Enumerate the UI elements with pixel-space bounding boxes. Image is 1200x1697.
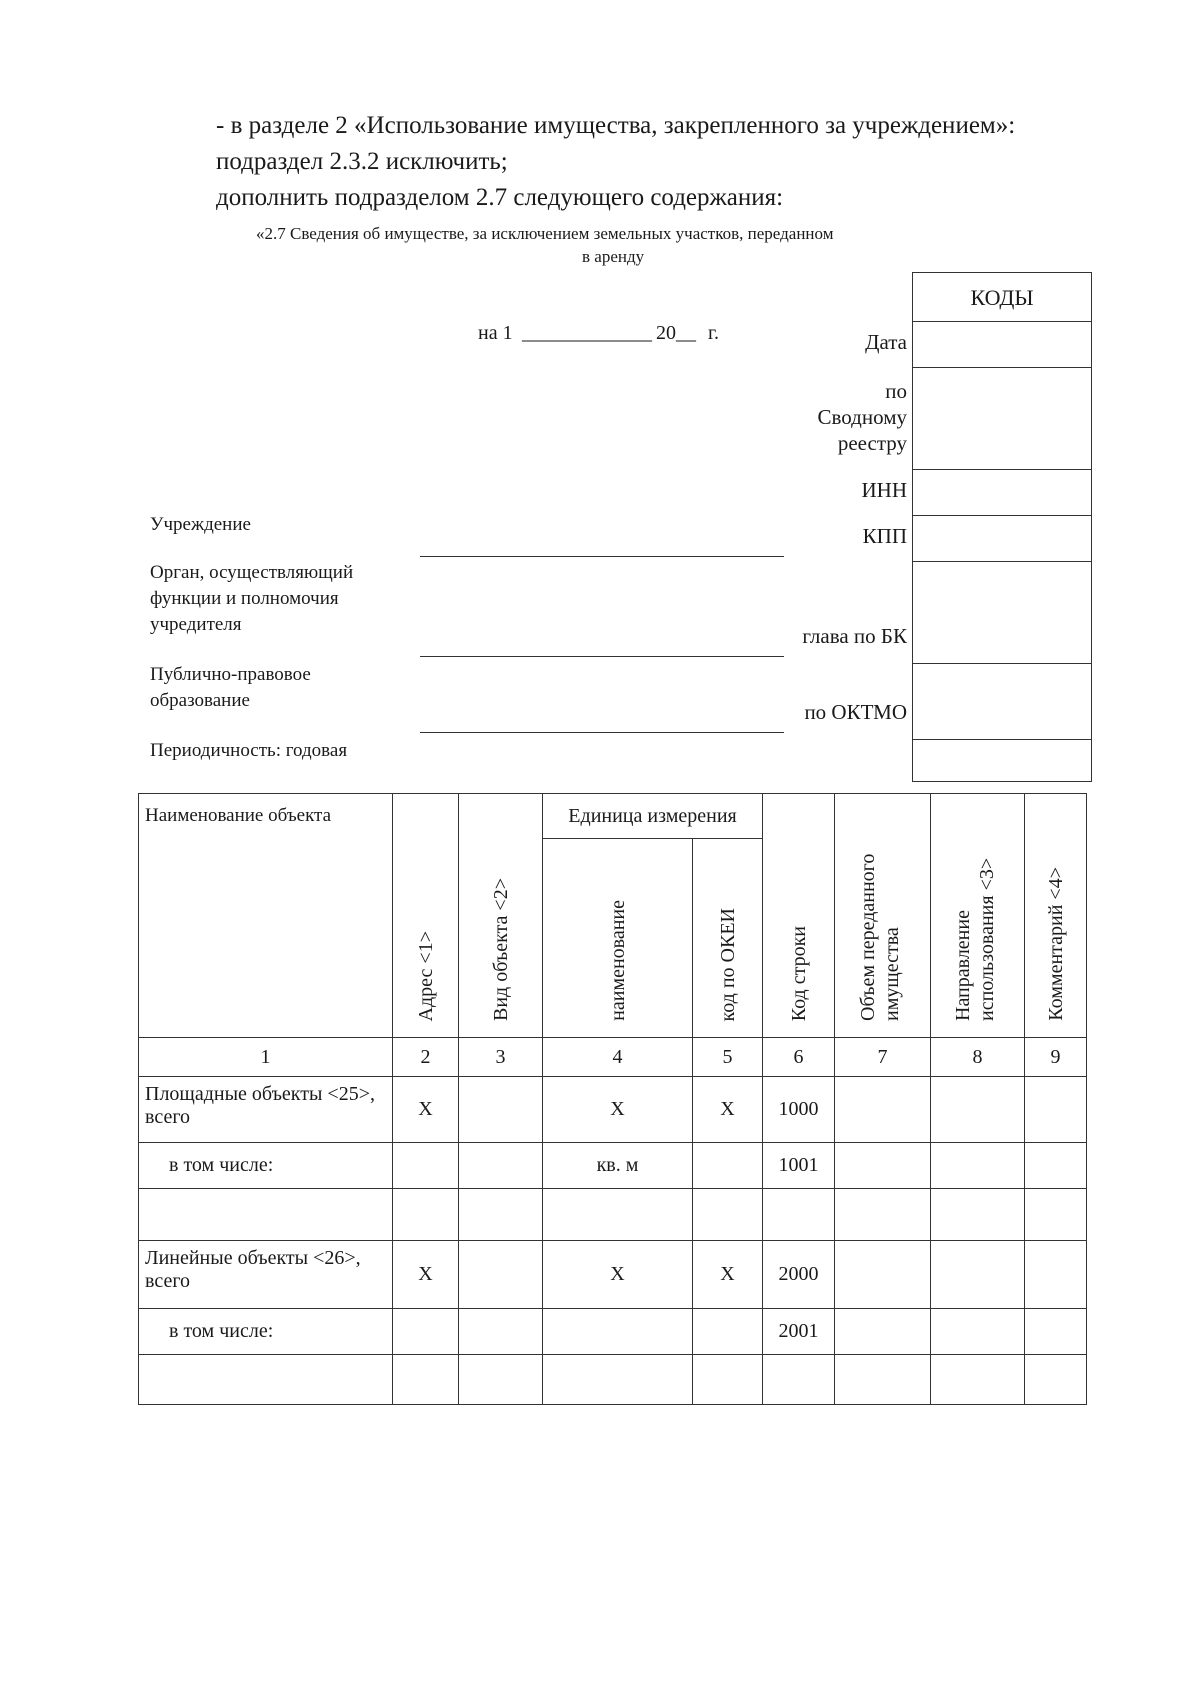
header-unit-name-text: наименование (606, 900, 629, 1021)
row-address[interactable]: X (393, 1241, 459, 1309)
codes-label-kpp: КПП (862, 524, 907, 548)
section-title-line-1: «2.7 Сведения об имуществе, за исключением земельных участков, переданном (256, 224, 834, 243)
row-direction[interactable] (931, 1309, 1025, 1355)
codes-separator (913, 663, 1091, 664)
public-entity-label-2: образование (150, 690, 250, 711)
row-code: 1000 (763, 1077, 835, 1143)
intro-line-1: - в разделе 2 «Использование имущества, закрепленного за учреждением»: (216, 112, 1016, 139)
row-direction[interactable] (931, 1077, 1025, 1143)
public-entity-label-1: Публично-правовое (150, 664, 311, 685)
row-address[interactable] (393, 1143, 459, 1189)
col-number: 2 (393, 1038, 459, 1077)
col-number: 1 (139, 1038, 393, 1077)
institution-line[interactable] (420, 556, 784, 557)
row-volume[interactable] (835, 1355, 931, 1405)
header-direction-text: Направление использования <3> (951, 857, 998, 1021)
row-name[interactable] (139, 1355, 393, 1405)
row-unit-name[interactable] (543, 1355, 693, 1405)
table-header-row (139, 794, 1087, 839)
table-row (139, 1241, 1087, 1309)
row-name: Площадные объекты <25>, всего (139, 1077, 393, 1143)
header-name-text: Наименование объекта (145, 805, 332, 826)
col-number: 3 (459, 1038, 543, 1077)
col-number: 9 (1025, 1038, 1087, 1077)
header-direction (931, 794, 1025, 1038)
row-address[interactable] (393, 1189, 459, 1241)
row-name: Линейные объекты <26>, всего (139, 1241, 393, 1309)
table-row (139, 1309, 1087, 1355)
header-unit-group (543, 794, 763, 839)
codes-box (912, 272, 1092, 782)
row-direction[interactable] (931, 1241, 1025, 1309)
row-code: 2000 (763, 1241, 835, 1309)
row-kind[interactable] (459, 1189, 543, 1241)
codes-separator (913, 739, 1091, 740)
col-number: 5 (693, 1038, 763, 1077)
row-volume[interactable] (835, 1189, 931, 1241)
row-direction[interactable] (931, 1143, 1025, 1189)
header-unit-group-text: Единица измерения (568, 804, 737, 827)
founder-line[interactable] (420, 656, 784, 657)
date-blank[interactable]: _____________ (522, 322, 652, 344)
section-title-line-2: в аренду (582, 247, 645, 266)
codes-label-registry: по Сводному реестру (817, 379, 907, 455)
header-name (139, 794, 393, 1038)
row-direction[interactable] (931, 1355, 1025, 1405)
col-number: 6 (763, 1038, 835, 1077)
property-table (138, 793, 1087, 1405)
public-entity-line[interactable] (420, 732, 784, 733)
row-unit-name[interactable] (543, 1309, 693, 1355)
row-unit-name[interactable]: X (543, 1077, 693, 1143)
codes-label-date: Дата (865, 330, 907, 354)
row-unit-okei[interactable] (693, 1309, 763, 1355)
founder-label-2: функции и полномочия (150, 588, 339, 609)
header-address-text: Адрес <1> (414, 930, 437, 1021)
codes-header: КОДЫ (913, 273, 1091, 322)
header-volume (835, 794, 931, 1038)
table-row (139, 1077, 1087, 1143)
header-unit-okei-text: код по ОКЕИ (716, 907, 739, 1021)
row-volume[interactable] (835, 1241, 931, 1309)
row-name[interactable] (139, 1189, 393, 1241)
row-kind[interactable] (459, 1309, 543, 1355)
founder-label-3: учредителя (150, 614, 242, 635)
row-code: 2001 (763, 1309, 835, 1355)
header-kind-text: Вид объекта <2> (489, 878, 512, 1021)
intro-line-3: дополнить подразделом 2.7 следующего содержания: (216, 184, 784, 211)
row-unit-okei[interactable]: X (693, 1241, 763, 1309)
row-direction[interactable] (931, 1189, 1025, 1241)
row-comment[interactable] (1025, 1241, 1087, 1309)
institution-label: Учреждение (150, 514, 251, 535)
row-name: в том числе: (139, 1143, 393, 1189)
row-kind[interactable] (459, 1241, 543, 1309)
row-unit-name[interactable]: кв. м (543, 1143, 693, 1189)
row-unit-okei[interactable] (693, 1355, 763, 1405)
header-comment (1025, 794, 1087, 1038)
row-comment[interactable] (1025, 1309, 1087, 1355)
date-suffix: г. (708, 322, 719, 344)
col-number: 8 (931, 1038, 1025, 1077)
date-prefix: на 1 (478, 322, 513, 344)
founder-label-1: Орган, осуществляющий (150, 562, 354, 583)
col-number: 7 (835, 1038, 931, 1077)
codes-label-budget-chapter: глава по БК (802, 624, 907, 648)
column-number-row (139, 1038, 1087, 1077)
row-address[interactable] (393, 1309, 459, 1355)
row-comment[interactable] (1025, 1077, 1087, 1143)
header-volume-text: Объем переданного имущества (856, 853, 903, 1021)
col-number: 4 (543, 1038, 693, 1077)
codes-separator (913, 515, 1091, 516)
header-unit-name (543, 839, 693, 1038)
header-unit-okei (693, 839, 763, 1038)
codes-label-oktmo: по ОКТМО (804, 700, 907, 724)
codes-label-inn: ИНН (861, 478, 907, 502)
codes-separator (913, 561, 1091, 562)
row-unit-okei[interactable]: X (693, 1077, 763, 1143)
row-comment[interactable] (1025, 1355, 1087, 1405)
table-row (139, 1143, 1087, 1189)
row-address[interactable] (393, 1355, 459, 1405)
intro-line-2: подраздел 2.3.2 исключить; (216, 148, 508, 175)
table-row (139, 1189, 1087, 1241)
header-kind (459, 794, 543, 1038)
row-comment[interactable] (1025, 1189, 1087, 1241)
row-unit-name[interactable] (543, 1189, 693, 1241)
header-row-code-text: Код строки (787, 925, 810, 1021)
row-volume[interactable] (835, 1309, 931, 1355)
header-row-code (763, 794, 835, 1038)
row-kind[interactable] (459, 1077, 543, 1143)
table-row (139, 1355, 1087, 1405)
row-unit-okei[interactable] (693, 1143, 763, 1189)
row-unit-name[interactable]: X (543, 1241, 693, 1309)
date-year[interactable]: 20__ (656, 322, 696, 344)
row-volume[interactable] (835, 1143, 931, 1189)
row-code[interactable] (763, 1189, 835, 1241)
codes-separator (913, 469, 1091, 470)
row-code[interactable] (763, 1355, 835, 1405)
row-kind[interactable] (459, 1143, 543, 1189)
row-kind[interactable] (459, 1355, 543, 1405)
row-unit-okei[interactable] (693, 1189, 763, 1241)
row-code: 1001 (763, 1143, 835, 1189)
header-comment-text: Комментарий <4> (1044, 867, 1067, 1021)
row-comment[interactable] (1025, 1143, 1087, 1189)
periodicity-label: Периодичность: годовая (150, 740, 348, 761)
codes-separator (913, 367, 1091, 368)
row-name: в том числе: (139, 1309, 393, 1355)
header-address (393, 794, 459, 1038)
row-volume[interactable] (835, 1077, 931, 1143)
row-address[interactable]: X (393, 1077, 459, 1143)
